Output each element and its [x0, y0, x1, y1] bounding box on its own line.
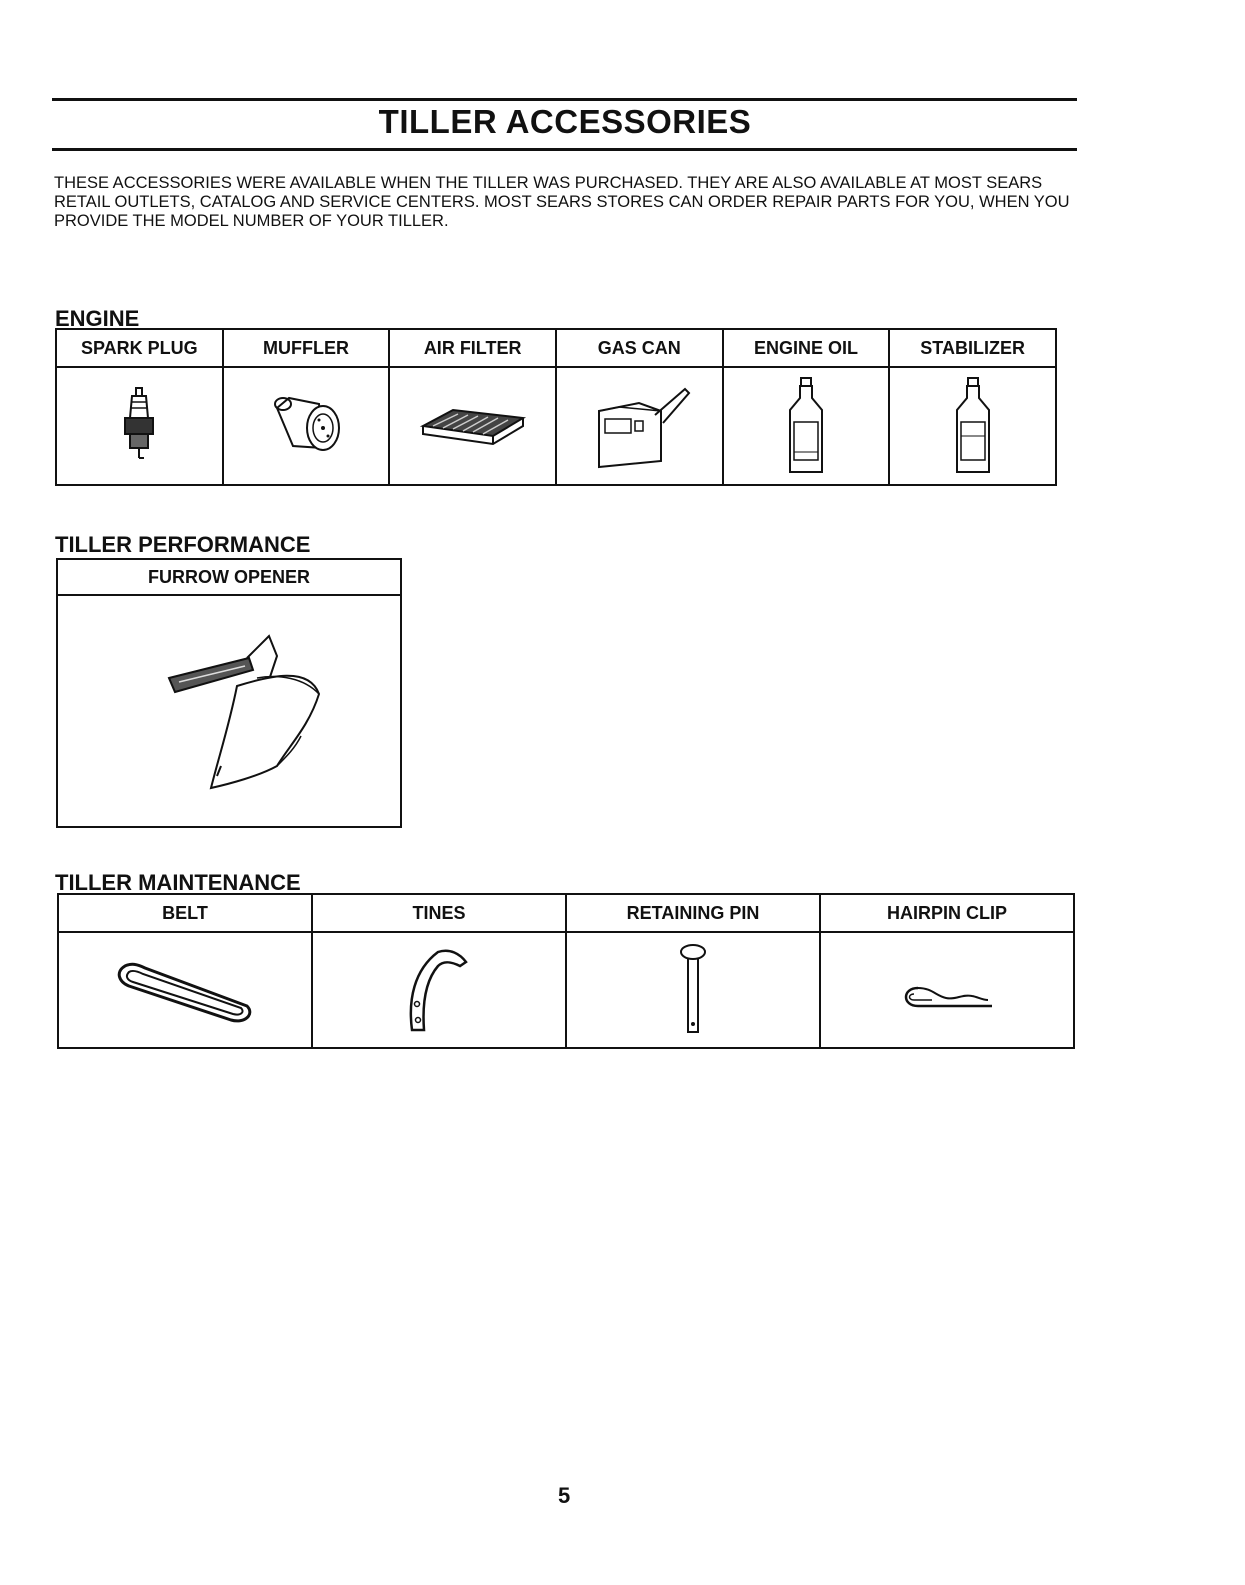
stabilizer-bottle-icon	[943, 376, 1003, 476]
retaining-pin-cell	[566, 932, 820, 1048]
stabilizer-cell	[889, 367, 1056, 485]
muffler-label: MUFFLER	[223, 329, 390, 367]
belt-icon	[105, 950, 265, 1030]
engine-oil-label: ENGINE OIL	[723, 329, 890, 367]
engine-section-title: ENGINE	[55, 306, 140, 331]
performance-section-title: TILLER PERFORMANCE	[55, 532, 311, 557]
maintenance-accessories-table	[57, 893, 1075, 1049]
spark-plug-icon	[119, 386, 159, 466]
engine-oil-cell	[723, 367, 890, 485]
muffler-cell	[223, 367, 390, 485]
tines-label: TINES	[312, 894, 566, 932]
air-filter-cell	[389, 367, 556, 485]
muffler-icon	[261, 386, 351, 466]
hairpin-clip-label: HAIRPIN CLIP	[820, 894, 1074, 932]
hairpin-clip-cell	[820, 932, 1074, 1048]
hairpin-clip-icon	[892, 960, 1002, 1020]
tine-icon	[394, 940, 484, 1040]
spark-plug-cell	[56, 367, 223, 485]
furrow-opener-icon	[119, 616, 339, 806]
stabilizer-label: STABILIZER	[889, 329, 1056, 367]
retaining-pin-icon	[668, 940, 718, 1040]
gas-can-icon	[579, 381, 699, 471]
engine-accessories-table	[55, 328, 1057, 486]
gas-can-label: GAS CAN	[556, 329, 723, 367]
belt-label: BELT	[58, 894, 312, 932]
air-filter-icon	[413, 396, 533, 456]
air-filter-label: AIR FILTER	[389, 329, 556, 367]
title-underline	[52, 148, 1077, 151]
tines-cell	[312, 932, 566, 1048]
page-title: TILLER ACCESSORIES	[378, 103, 752, 140]
gas-can-cell	[556, 367, 723, 485]
belt-cell	[58, 932, 312, 1048]
furrow-opener-label: FURROW OPENER	[57, 559, 401, 595]
intro-paragraph: THESE ACCESSORIES WERE AVAILABLE WHEN THE TILLER WAS PURCHASED. THEY ARE ALSO AVAILABLE AT MOST SEARS RETAIL OUTLETS, CATALOG AND SERVICE CENTERS. MOST SEARS STORES CAN ORDER REPAIR PARTS FOR YOU, WHEN YOU PROVIDE THE MODEL NUMBER OF YOUR TILLER.	[54, 174, 1070, 230]
spark-plug-label: SPARK PLUG	[56, 329, 223, 367]
retaining-pin-label: RETAINING PIN	[566, 894, 820, 932]
furrow-opener-cell	[57, 595, 401, 827]
performance-accessories-table	[56, 558, 402, 828]
oil-bottle-icon	[776, 376, 836, 476]
maintenance-section-title: TILLER MAINTENANCE	[55, 870, 301, 895]
page-number: 5	[558, 1483, 571, 1508]
top-rule	[52, 98, 1077, 101]
